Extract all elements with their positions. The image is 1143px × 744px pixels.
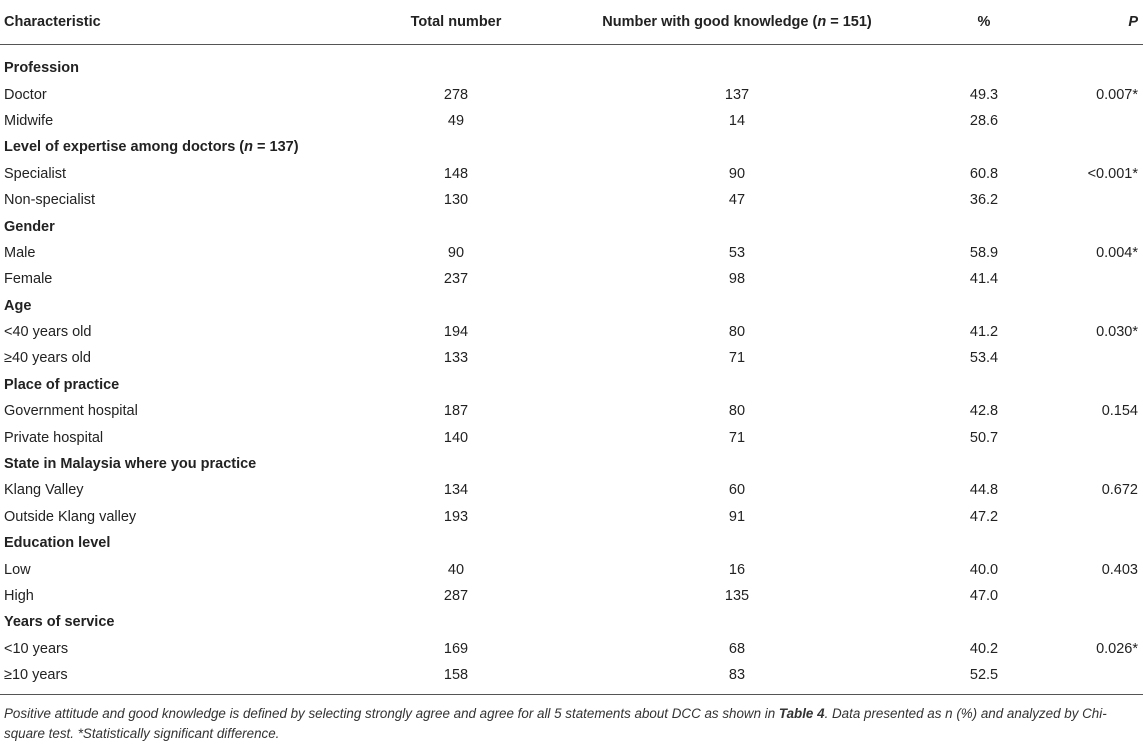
table-header (0, 0, 1143, 45)
section-row (0, 609, 1143, 635)
cell-total: 158 (443, 667, 469, 684)
row-label: Government hospital (4, 403, 138, 420)
table-row (0, 319, 1143, 345)
section-label: Level of expertise among doctors (n = 137) (4, 139, 299, 156)
cell-percent: 60.8 (969, 165, 999, 182)
cell-good-knowledge: 80 (728, 324, 746, 341)
cell-percent: 40.0 (969, 561, 999, 578)
cell-total: 287 (443, 588, 469, 604)
cell-total: 134 (443, 482, 469, 499)
row-label: Non-specialist (4, 192, 96, 209)
footnote-table-ref: Table 4 (778, 706, 825, 721)
cell-percent: 49.3 (969, 86, 999, 103)
cell-percent: 53.4 (969, 350, 999, 367)
cell-percent: 41.4 (969, 271, 999, 288)
header-good-suffix: = 151) (826, 14, 872, 30)
cell-percent: 58.9 (969, 244, 999, 261)
cell-good-knowledge: 137 (724, 86, 750, 103)
cell-good-knowledge: 16 (728, 561, 746, 578)
table-row (0, 424, 1143, 450)
cell-total: 148 (443, 165, 469, 182)
cell-good-knowledge: 91 (728, 508, 746, 525)
cell-percent: 50.7 (969, 429, 999, 446)
table-row (0, 662, 1143, 688)
section-label: State in Malaysia where you practice (4, 456, 257, 473)
row-label: Low (4, 561, 31, 578)
cell-good-knowledge: 71 (728, 350, 746, 367)
header-characteristic: Characteristic (4, 14, 101, 30)
table-row (0, 187, 1143, 213)
section-label: Profession (4, 60, 79, 77)
section-label: Education level (4, 535, 111, 552)
cell-good-knowledge: 98 (728, 271, 746, 288)
section-label: Years of service (4, 614, 115, 631)
table-row (0, 345, 1143, 371)
cell-total: 130 (443, 192, 469, 209)
header-p (1128, 14, 1138, 30)
table-row (0, 266, 1143, 292)
cell-percent: 44.8 (969, 482, 999, 499)
table-footnote (4, 704, 1140, 744)
cell-total: 187 (443, 403, 469, 420)
row-label: <10 years (4, 640, 69, 657)
table-row (0, 108, 1143, 134)
cell-percent: 52.5 (969, 667, 999, 684)
cell-percent: 40.2 (969, 640, 999, 657)
row-label: Klang Valley (4, 482, 84, 499)
section-row (0, 55, 1143, 81)
table-row (0, 556, 1143, 582)
row-label: High (4, 588, 34, 604)
cell-total: 194 (443, 324, 469, 341)
cell-p-value: 0.030* (1096, 324, 1138, 341)
cell-total: 169 (443, 640, 469, 657)
cell-percent: 47.2 (969, 508, 999, 525)
row-label: Outside Klang valley (4, 508, 137, 525)
cell-good-knowledge: 135 (724, 588, 750, 604)
table-row (0, 477, 1143, 503)
cell-good-knowledge: 90 (728, 165, 746, 182)
section-row (0, 372, 1143, 398)
table-row (0, 583, 1143, 609)
cell-percent: 47.0 (969, 588, 999, 604)
section-label: Age (4, 297, 32, 314)
cell-percent: 28.6 (969, 112, 999, 129)
cell-p-value: 0.026* (1096, 640, 1138, 657)
cell-percent: 41.2 (969, 324, 999, 341)
header-total: Total number (410, 14, 502, 30)
cell-good-knowledge: 68 (728, 640, 746, 657)
section-row (0, 451, 1143, 477)
cell-total: 140 (443, 429, 469, 446)
table-bottom-rule (0, 694, 1143, 695)
cell-good-knowledge: 14 (728, 112, 746, 129)
header-good-prefix: Number with good knowledge ( (602, 14, 818, 30)
cell-good-knowledge: 47 (728, 192, 746, 209)
cell-p-value: 0.004* (1096, 244, 1138, 261)
cell-total: 133 (443, 350, 469, 367)
cell-good-knowledge: 71 (728, 429, 746, 446)
table-row (0, 240, 1143, 266)
row-label: Male (4, 244, 36, 261)
cell-good-knowledge: 60 (728, 482, 746, 499)
row-label: Doctor (4, 86, 47, 103)
cell-total: 49 (447, 112, 465, 129)
cell-p-value: 0.154 (1101, 403, 1138, 420)
header-p-label: P (1128, 14, 1138, 30)
section-row (0, 134, 1143, 160)
section-row (0, 530, 1143, 556)
row-label: Midwife (4, 112, 54, 129)
cell-good-knowledge: 80 (728, 403, 746, 420)
row-label: ≥10 years (4, 667, 68, 684)
table-row (0, 161, 1143, 187)
row-label: <40 years old (4, 324, 92, 341)
cell-percent: 42.8 (969, 403, 999, 420)
cell-p-value: <0.001* (1087, 165, 1138, 182)
row-label: Female (4, 271, 53, 288)
table-row (0, 636, 1143, 662)
table-row (0, 81, 1143, 107)
cell-total: 90 (447, 244, 465, 261)
row-label: Private hospital (4, 429, 104, 446)
footnote-part2: . Data presented as n (%) and analyzed by Chi-square test. *Statistically significant difference. (4, 706, 1107, 741)
cell-total: 40 (447, 561, 465, 578)
footnote-part1: Positive attitude and good knowledge is defined by selecting strongly agree and agree for all 5 statements about DCC as shown in (4, 706, 779, 721)
section-label: Gender (4, 218, 55, 235)
cell-total: 237 (443, 271, 469, 288)
cell-good-knowledge: 83 (728, 667, 746, 684)
table-row (0, 398, 1143, 424)
table-body (0, 55, 1143, 688)
header-good-n: n (817, 14, 827, 30)
cell-percent: 36.2 (969, 192, 999, 209)
section-label: Place of practice (4, 376, 120, 393)
table-row (0, 504, 1143, 530)
row-label: Specialist (4, 165, 67, 182)
header-percent: % (977, 14, 991, 30)
cell-p-value: 0.403 (1101, 561, 1138, 578)
cell-good-knowledge: 53 (728, 244, 746, 261)
header-good-knowledge (602, 14, 872, 30)
cell-total: 278 (443, 86, 469, 103)
row-label: ≥40 years old (4, 350, 91, 367)
cell-p-value: 0.007* (1096, 86, 1138, 103)
section-row (0, 293, 1143, 319)
cell-total: 193 (443, 508, 469, 525)
section-row (0, 213, 1143, 239)
cell-p-value: 0.672 (1101, 482, 1138, 499)
